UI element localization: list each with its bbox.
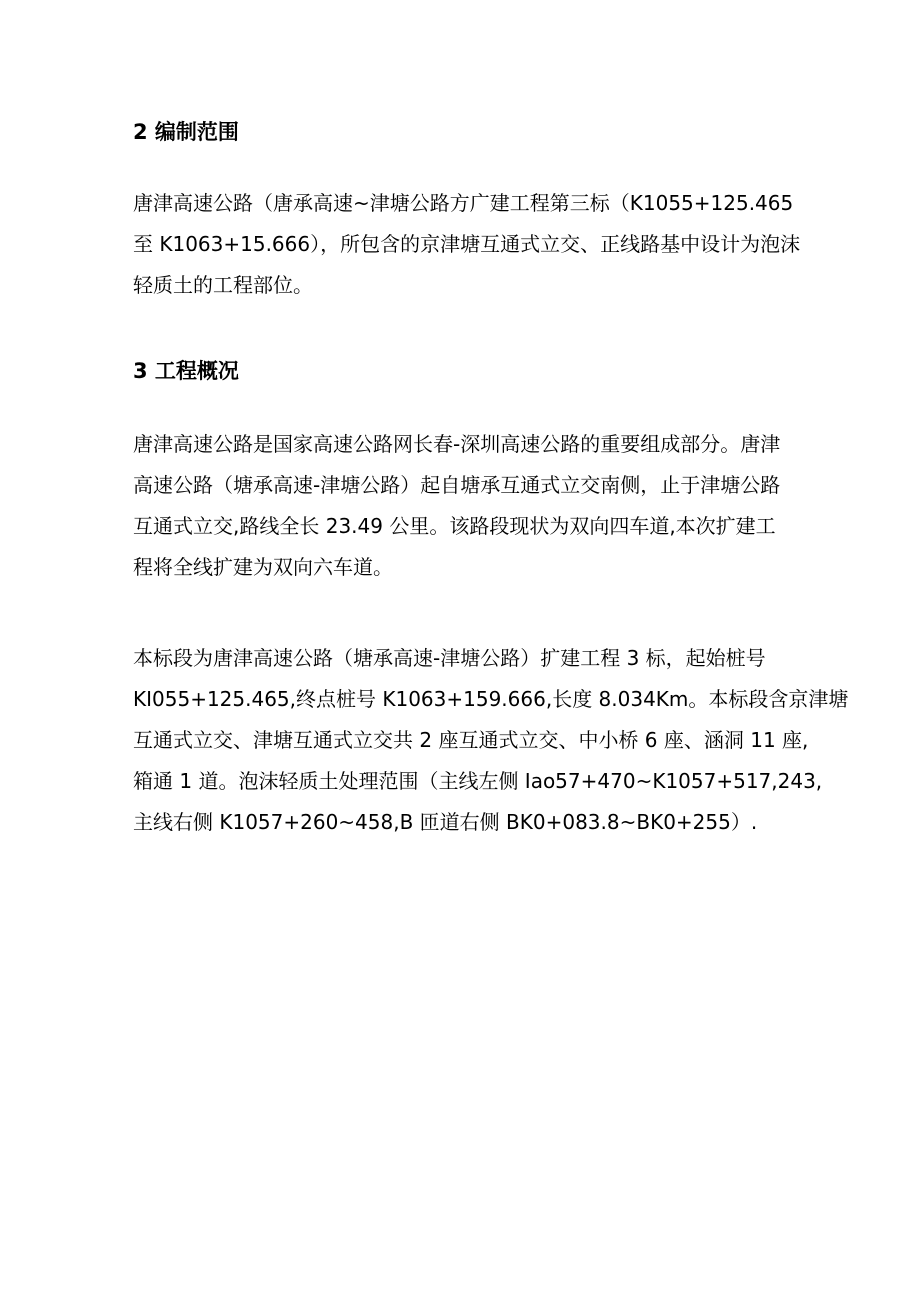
paragraph-line: KI055+125.465,终点桩号 K1063+159.666,长度 8.034Km。本标段含京津塘 bbox=[133, 687, 849, 711]
paragraph-line: 主线右侧 K1057+260~458,B 匝道右侧 BK0+083.8~BK0+255）. bbox=[133, 810, 758, 834]
paragraph-line: 程将全线扩建为双向六车道。 bbox=[133, 555, 393, 579]
paragraph-overview-general bbox=[133, 424, 793, 588]
paragraph-line: 箱通 1 道。泡沫轻质土处理范围（主线左侧 Iao57+470~K1057+517,243, bbox=[133, 769, 823, 793]
paragraph-overview-section bbox=[133, 638, 849, 843]
paragraph-line: 高速公路（塘承高速-津塘公路）起自塘承互通式立交南侧，止于津塘公路 bbox=[133, 473, 781, 497]
paragraph-line: 轻质土的工程部位。 bbox=[133, 273, 313, 297]
paragraph-line: 至 K1063+15.666），所包含的京津塘互通式立交、正线路基中设计为泡沫 bbox=[133, 232, 801, 256]
section-heading-scope: 2 编制范围 bbox=[133, 120, 239, 144]
paragraph-line: 本标段为唐津高速公路（塘承高速-津塘公路）扩建工程 3 标，起始桩号 bbox=[133, 646, 766, 670]
paragraph-scope bbox=[133, 183, 801, 306]
paragraph-line: 互通式立交、津塘互通式立交共 2 座互通式立交、中小桥 6 座、涵洞 11 座, bbox=[133, 728, 809, 752]
paragraph-line: 唐津高速公路是国家高速公路网长春-深圳高速公路的重要组成部分。唐津 bbox=[133, 432, 781, 456]
paragraph-line: 唐津高速公路（唐承高速~津塘公路方广建工程第三标（K1055+125.465 bbox=[133, 191, 794, 215]
paragraph-line: 互通式立交,路线全长 23.49 公里。该路段现状为双向四车道,本次扩建工 bbox=[133, 514, 776, 538]
section-heading-overview: 3 工程概况 bbox=[133, 359, 239, 383]
